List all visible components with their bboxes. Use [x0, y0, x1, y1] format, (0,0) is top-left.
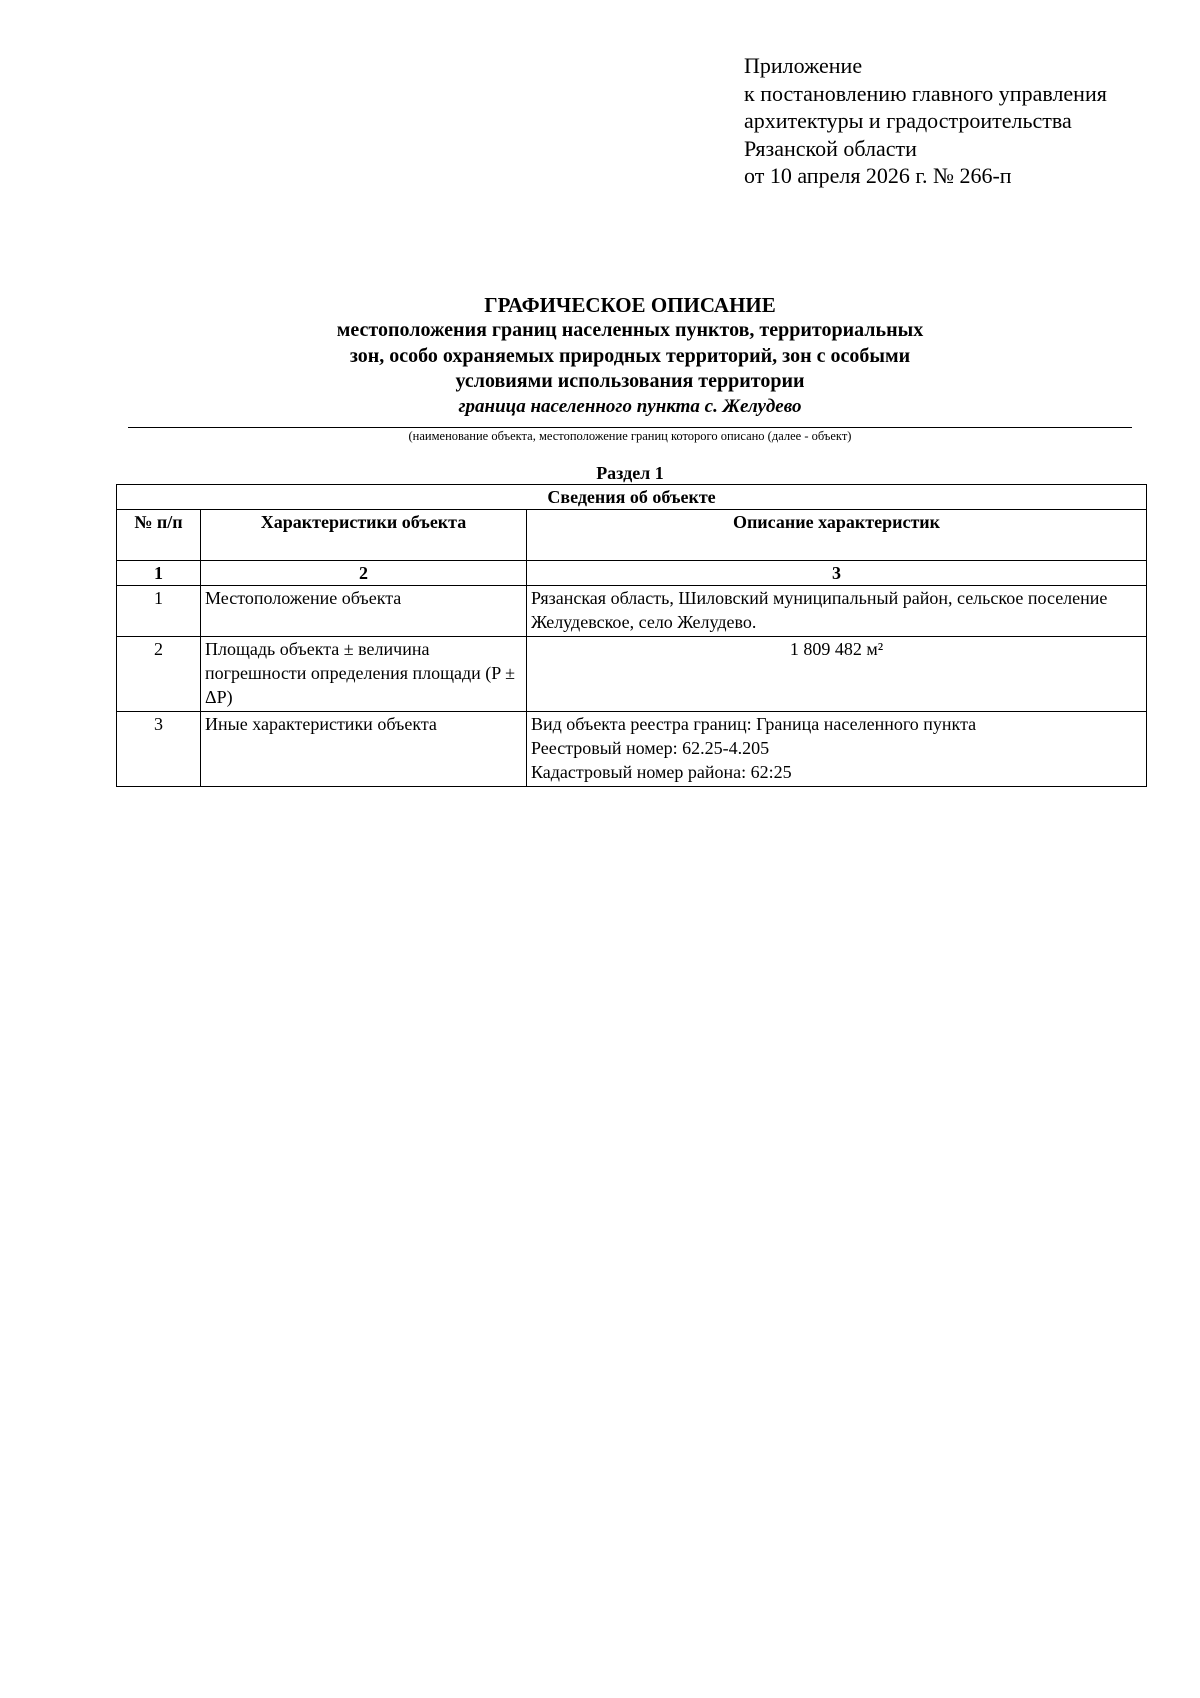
row-description-line: Кадастровый номер района: 62:25 [531, 762, 792, 782]
row-number: 2 [117, 637, 201, 712]
appendix-line: Приложение [744, 53, 863, 78]
column-number: 3 [527, 561, 1147, 586]
document-subtitle [0, 318, 1200, 395]
subtitle-line: условиями использования территории [455, 370, 805, 392]
table-title-row [117, 485, 1147, 510]
appendix-line: к постановлению главного управления [744, 80, 1107, 106]
column-number: 2 [201, 561, 527, 586]
table-header-row [117, 510, 1147, 561]
row-number: 1 [117, 586, 201, 637]
table-row [117, 712, 1147, 787]
header-num: № п/п [117, 510, 201, 561]
table-title: Сведения об объекте [117, 485, 1147, 510]
row-characteristic: Местоположение объекта [201, 586, 527, 637]
row-description-line: Рязанская область, Шиловский муниципальный район, сельское поселение Желудевское, село Желудево. [531, 588, 1108, 632]
row-description-line: Реестровый номер: 62.25-4.205 [531, 738, 770, 758]
row-characteristic: Площадь объекта ± величина погрешности определения площади (P ± ΔP) [201, 637, 527, 712]
document-title: ГРАФИЧЕСКОЕ ОПИСАНИЕ [484, 293, 776, 317]
column-number-row [117, 561, 1147, 586]
object-name-caption: (наименование объекта, местоположение границ которого описано (далее - объект) [408, 429, 852, 443]
appendix-line: архитектуры и градостроительства [744, 108, 1072, 133]
object-info-table [116, 484, 1147, 787]
section-title: Раздел 1 [596, 463, 664, 483]
subtitle-line: зон, особо охраняемых природных территорий, зон с особыми [349, 344, 911, 367]
row-characteristic: Иные характеристики объекта [201, 712, 527, 787]
row-description [527, 712, 1147, 787]
row-description-line: Вид объекта реестра границ: Граница населенного пункта [531, 714, 977, 734]
appendix-line: от 10 апреля 2026 г. № 266-п [744, 163, 1012, 188]
appendix-block [744, 52, 1164, 190]
object-name: граница населенного пункта с. Желудево [458, 395, 802, 417]
table-row [117, 637, 1147, 712]
row-description-line: 1 809 482 м² [789, 639, 884, 659]
row-description [527, 586, 1147, 637]
header-characteristic: Характеристики объекта [201, 510, 527, 561]
column-number: 1 [117, 561, 201, 586]
subtitle-line: местоположения границ населенных пунктов, территориальных [336, 319, 924, 341]
table-row [117, 586, 1147, 637]
header-description: Описание характеристик [527, 510, 1147, 561]
row-number: 3 [117, 712, 201, 787]
appendix-line: Рязанской области [744, 135, 917, 161]
row-description [527, 637, 1147, 712]
document-title-block [0, 292, 1200, 419]
